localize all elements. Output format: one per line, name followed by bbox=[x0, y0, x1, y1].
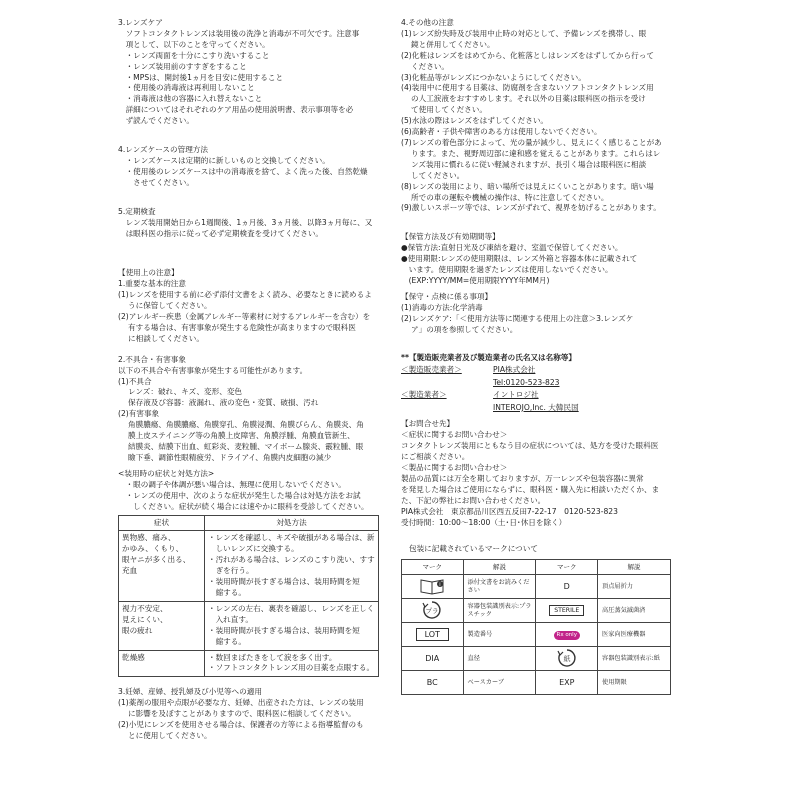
text-line: 所での車の運転や機械の操作は、特に注意してください。 bbox=[401, 192, 609, 202]
symptoms-intro bbox=[118, 469, 386, 513]
manufacturer-row bbox=[401, 389, 674, 402]
text-line: うに保管してください。 bbox=[118, 301, 212, 311]
text-line: (7)レンズの着色部分によって、光の量が減少し、見えにくく感じることがあ bbox=[401, 137, 662, 147]
table-row bbox=[119, 601, 379, 650]
symptom-line: 乾燥感 bbox=[122, 652, 145, 662]
text-line: ＜製品に関するお問い合わせ＞ bbox=[401, 463, 508, 472]
text-line: (5)水泳の際はレンズをはずしてください。 bbox=[401, 116, 549, 126]
text-line: しください。症状が続く場合には速やかに眼科を受診してください。 bbox=[118, 501, 369, 511]
action-cell bbox=[205, 531, 379, 601]
cautions-section bbox=[118, 268, 386, 344]
text-line: (4)装用中に使用する目薬は、防腐剤を含まないソフトコンタクトレンズ用 bbox=[401, 83, 654, 93]
text-line: ・眼の調子や体調が悪い場合は、無理に使用しないでください。 bbox=[118, 479, 346, 489]
text-line: (6)高齢者・子供や障害のある方は使用しないでください。 bbox=[401, 127, 602, 137]
action-line: しいレンズに交換する。 bbox=[208, 544, 299, 554]
text-line: コンタクトレンズ装用にともなう目の症状については、処方を受けた眼科医 bbox=[401, 441, 659, 451]
table-row bbox=[402, 599, 671, 623]
symptoms-table bbox=[118, 515, 379, 677]
text-line: 4.レンズケースの管理方法 bbox=[118, 145, 208, 155]
action-cell bbox=[205, 601, 379, 650]
text-line: ります。また、視野周辺部に違和感を覚えることがあります。これらはレ bbox=[401, 148, 661, 158]
table-row bbox=[119, 650, 379, 677]
text-line: 角膜膿瘍、角膜膿瘍、角膜穿孔、角膜浸潤、角膜びらん、角膜炎、角 bbox=[118, 420, 364, 430]
text-line: ソフトコンタクトレンズは装用後の洗浄と消毒が不可欠です。注意事 bbox=[118, 28, 360, 38]
mark-symbol: BC bbox=[402, 671, 464, 695]
action-line: ・レンズの左右、裏表を確認し、レンズを正しく bbox=[208, 603, 375, 613]
marks-header: マーク bbox=[402, 560, 464, 575]
text-line: ・レンズの使用中、次のような症状が発生した場合は対処方法をお試 bbox=[118, 490, 361, 500]
action-line: ・数回まばたきをして涙を多く出す。 bbox=[208, 652, 337, 662]
symptom-cell bbox=[119, 650, 205, 677]
text-line: て使用してください。 bbox=[401, 105, 487, 115]
text-line: 保存液及び容器：液漏れ、液の変色・変質、破損、汚れ bbox=[118, 398, 319, 408]
text-line: 3.妊婦、産婦、授乳婦及び小児等への適用 bbox=[118, 687, 262, 697]
text-line: 【お問合せ先】 bbox=[401, 419, 455, 429]
text-line: ・レンズ装用前のすすぎをすること bbox=[118, 61, 247, 71]
action-line: 入れ直す。 bbox=[208, 614, 253, 624]
text-line: (2)レンズケア:「＜使用方法等に関連する使用上の注意＞3.レンズケ bbox=[401, 313, 634, 323]
marks-table bbox=[401, 559, 671, 695]
mark-desc: 容器包装識別表示:プラスチック bbox=[463, 599, 536, 623]
book-icon bbox=[419, 577, 445, 595]
text-line: (1)不具合 bbox=[118, 376, 152, 386]
text-line: 膜上皮ステイニング等の角膜上皮障害、角膜浮腫、角膜血管新生、 bbox=[118, 431, 355, 441]
text-line: ・レンズ両面を十分にこすり洗いすること bbox=[118, 50, 270, 60]
plastic-icon bbox=[402, 599, 464, 623]
table-row bbox=[402, 671, 671, 695]
svg-text:プラ: プラ bbox=[425, 606, 439, 615]
lens-case-section bbox=[118, 145, 386, 189]
checkup-section bbox=[118, 207, 386, 240]
text-line: は眼科医の指示に従って必ず定期検査を受けてください。 bbox=[118, 228, 324, 238]
action-line: ・汚れがある場合は、レンズのこすり洗い、すす bbox=[208, 555, 375, 565]
text-line: させてください。 bbox=[118, 177, 194, 187]
mark-symbol: DIA bbox=[402, 647, 464, 671]
mark-desc: 医家向医療機器 bbox=[598, 623, 671, 647]
maintenance-section bbox=[401, 292, 674, 336]
text-line: (9)激しいスポーツ等では、レンズがずれて、視界を妨げることがあります。 bbox=[401, 203, 661, 213]
symptom-line: 充血 bbox=[122, 566, 138, 576]
table-header-action: 対処方法 bbox=[205, 516, 379, 531]
text-line: の人工涙液をおすすめします。それ以外の目薬は眼科医の指示を受け bbox=[401, 94, 646, 104]
manufacturer-role bbox=[401, 402, 493, 415]
rx-only-icon: Rx only bbox=[536, 623, 598, 647]
action-cell bbox=[205, 650, 379, 677]
symptom-line: かゆみ、くもり、 bbox=[122, 544, 184, 554]
text-line: レンズ：破れ、キズ、変形、変色 bbox=[118, 387, 243, 397]
action-line: ・装用時間が長すぎる場合は、装用時間を短 bbox=[208, 577, 360, 587]
manufacturer-name: イントロジ社 bbox=[493, 390, 539, 400]
text-line: 【保管方法及び有効期間等】 bbox=[401, 232, 500, 242]
mark-desc: 直径 bbox=[463, 647, 536, 671]
text-line: 詳細についてはそれぞれのケア用品の使用説明書、表示事項等を必 bbox=[118, 105, 354, 115]
text-line: (3)化粧品等がレンズにつかないようにしてください。 bbox=[401, 72, 586, 82]
text-line: 項として、以下のことを守ってください。 bbox=[118, 39, 270, 49]
text-line: (8)レンズの装用により、暗い場所では見えにくいことがあります。暗い場 bbox=[401, 181, 654, 191]
action-line: ぎを行う。 bbox=[208, 566, 254, 576]
paper-icon bbox=[536, 647, 598, 671]
table-header-symptom: 症状 bbox=[119, 516, 205, 531]
text-line: 有する場合は、有害事象が発生する危険性が高まりますので眼科医 bbox=[118, 322, 356, 332]
pregnancy-section bbox=[118, 687, 386, 742]
text-line: ●使用期限:レンズの使用期限は、レンズ外箱と容器本体に記載されて bbox=[401, 254, 638, 264]
table-row bbox=[402, 575, 671, 599]
adverse-events-section bbox=[118, 355, 386, 464]
symptom-line: 異物感、痛み、 bbox=[122, 533, 176, 543]
text-line: に影響を及ぼすことがありますので、眼科医に相談してください。 bbox=[118, 709, 356, 719]
text-line: ・レンズケースは定期的に新しいものと交換してください。 bbox=[118, 155, 330, 165]
text-line: (2)有害事象 bbox=[118, 409, 160, 419]
text-line: (EXP:YYYY/MM=使用期限YYYY年MM月) bbox=[401, 275, 550, 285]
text-line: 受付時間：10:00〜18:00（土･日･休日を除く） bbox=[401, 517, 567, 527]
text-line: ＜症状に関するお問い合わせ＞ bbox=[401, 430, 508, 440]
text-line: 3.レンズケア bbox=[118, 18, 163, 27]
text-line: (2)化粧はレンズをはめてから、化粧落としはレンズをはずしてから行って bbox=[401, 50, 654, 60]
text-line: 2.不具合・有害事象 bbox=[118, 354, 186, 364]
plastic-icon bbox=[421, 600, 443, 620]
action-line: ・装用時間が長すぎる場合は、装用時間を短 bbox=[208, 625, 360, 635]
mark-desc: ベースカーブ bbox=[463, 671, 536, 695]
text-line: (1)薬剤の服用や点眼が必要な方、妊婦、出産された方は、レンズの装用 bbox=[118, 698, 364, 708]
marks-header: 解説 bbox=[463, 560, 536, 575]
text-line: ・消毒液は他の容器に入れ替えないこと bbox=[118, 94, 263, 104]
text-line: してください。 bbox=[401, 170, 465, 180]
marks-header: 解説 bbox=[598, 560, 671, 575]
manufacturer-title: **【製造販売業者及び製造業者の氏名又は名称等】 bbox=[401, 353, 577, 363]
table-row bbox=[402, 623, 671, 647]
symptom-line: 眼の疲れ bbox=[122, 625, 153, 635]
other-cautions-section bbox=[401, 18, 674, 214]
text-line: 瞼下垂、調節性眼精疲労、ドライアイ、角膜内皮細胞の減少 bbox=[118, 452, 332, 462]
lens-care-section bbox=[118, 18, 386, 127]
text-line: ア」の項を参照してください。 bbox=[401, 324, 518, 334]
text-line: (1)消毒の方法:化学消毒 bbox=[401, 302, 483, 312]
text-line: を発見した場合はご使用にならずに、眼科医・購入先に相談いただくか、ま bbox=[401, 484, 660, 494]
mark-desc: 容器包装識別表示:紙 bbox=[598, 647, 671, 671]
marks-section bbox=[401, 544, 674, 695]
text-line: 結膜炎、結膜下出血、虹彩炎、麦粒腫、マイボーム腺炎、霰粒腫、眼 bbox=[118, 442, 364, 451]
text-line: <装用時の症状と対処方法> bbox=[118, 468, 215, 478]
mark-desc: 頂点屈折力 bbox=[598, 575, 671, 599]
manufacturer-name: PIA株式会社 bbox=[493, 365, 536, 375]
text-line: 5.定期検査 bbox=[118, 206, 156, 216]
text-line: ください。 bbox=[401, 61, 449, 71]
text-line: た、下記の弊社にお問い合わせください。 bbox=[401, 495, 546, 505]
book-icon bbox=[402, 575, 464, 599]
symptom-cell bbox=[119, 531, 205, 601]
table-row bbox=[402, 647, 671, 671]
manufacturer-section bbox=[401, 353, 674, 414]
table-row bbox=[119, 531, 379, 601]
text-line: ず読んでください。 bbox=[118, 116, 194, 126]
symptom-line: 見えにくい、 bbox=[122, 614, 168, 624]
manufacturer-row bbox=[401, 377, 674, 390]
text-line: にご相談ください。 bbox=[401, 452, 470, 462]
mark-desc: 製造番号 bbox=[463, 623, 536, 647]
text-line: (1)レンズ紛失時及び装用中止時の対応として、予備レンズを携帯し、眼 bbox=[401, 28, 647, 38]
action-line: 縮する。 bbox=[208, 636, 246, 646]
manufacturer-row bbox=[401, 402, 674, 415]
symptom-line: 眼ヤニが多く出る、 bbox=[122, 555, 191, 565]
text-line: (2)アレルギー疾患（金属アレルギー等素材に対するアレルギーを含む）を bbox=[118, 312, 371, 322]
text-line: (2)小児にレンズを使用させる場合は、保護者の方等による指導監督のも bbox=[118, 720, 364, 730]
manufacturer-role: ＜製造業者＞ bbox=[401, 390, 447, 400]
mark-desc: 添付文書をお読みください bbox=[463, 575, 536, 599]
paper-icon bbox=[556, 648, 578, 668]
manufacturer-role: ＜製造販売業者＞ bbox=[401, 365, 462, 375]
marks-title: 包装に記載されているマークについて bbox=[409, 544, 538, 554]
text-line: 【使用上の注意】 bbox=[118, 268, 179, 278]
text-line: PIA株式会社 東京都品川区西五反田7-22-17 0120-523-823 bbox=[401, 506, 618, 516]
text-line: 【保守・点検に係る事項】 bbox=[401, 291, 493, 301]
storage-section bbox=[401, 232, 674, 287]
action-line: ・レンズを確認し、キズや破損がある場合は、新 bbox=[208, 533, 375, 543]
text-line: ・使用後のレンズケースは中の消毒液を捨て、よく洗った後、自然乾燥 bbox=[118, 166, 368, 176]
text-line: に相談してください。 bbox=[118, 333, 204, 343]
text-line: 以下の不具合や有害事象が発生する可能性があります。 bbox=[118, 365, 308, 375]
text-line: います。使用期限を過ぎたレンズは使用しないでください。 bbox=[401, 265, 613, 275]
contact-section bbox=[401, 419, 674, 528]
symptom-cell bbox=[119, 601, 205, 650]
text-line: ●保管方法:直射日光及び凍結を避け、室温で保管してください。 bbox=[401, 243, 623, 253]
manufacturer-name: Tel:0120-523-823 bbox=[493, 377, 560, 387]
text-line: とに使用してください。 bbox=[118, 730, 212, 740]
mark-symbol: EXP bbox=[536, 671, 598, 695]
text-line: レンズ装用開始日から1週間後、1ヵ月後、3ヵ月後、以降3ヵ月毎に、又 bbox=[118, 217, 373, 227]
left-column bbox=[118, 18, 386, 742]
mark-symbol: D bbox=[536, 575, 598, 599]
mark-symbol: STERILE bbox=[536, 599, 598, 623]
svg-text:紙: 紙 bbox=[563, 654, 571, 663]
svg-text:i: i bbox=[439, 581, 441, 588]
action-line: 縮する。 bbox=[208, 587, 246, 597]
text-line: 鏡と併用してください。 bbox=[401, 39, 495, 49]
marks-header: マーク bbox=[536, 560, 598, 575]
text-line: ・MPSは、開封後1ヵ月を目安に使用すること bbox=[118, 72, 284, 82]
mark-desc: 使用期限 bbox=[598, 671, 671, 695]
text-line: 4.その他の注意 bbox=[401, 18, 454, 27]
mark-desc: 高圧蒸気滅菌済 bbox=[598, 599, 671, 623]
right-column bbox=[401, 18, 674, 695]
manufacturer-role bbox=[401, 377, 493, 390]
text-line: 1.重要な基本的注意 bbox=[118, 279, 186, 289]
mark-symbol: LOT bbox=[402, 623, 464, 647]
symptom-line: 視力不安定、 bbox=[122, 603, 168, 613]
text-line: ・使用後の消毒液は再利用しないこと bbox=[118, 83, 255, 93]
manufacturer-name: INTEROJO,Inc. 大韓民国 bbox=[493, 402, 579, 412]
text-line: (1)レンズを使用する前に必ず添付文書をよく読み、必要なときに読めるよ bbox=[118, 290, 372, 300]
manufacturer-row bbox=[401, 364, 674, 377]
text-line: 製品の品質には万全を期しておりますが、万一レンズや包装容器に異常 bbox=[401, 473, 644, 483]
action-line: ・ソフトコンタクトレンズ用の目薬を点眼する。 bbox=[208, 663, 375, 673]
text-line: ンズ装用に慣れるに従い軽減されますが、長引く場合は眼科医に相談 bbox=[401, 159, 647, 169]
